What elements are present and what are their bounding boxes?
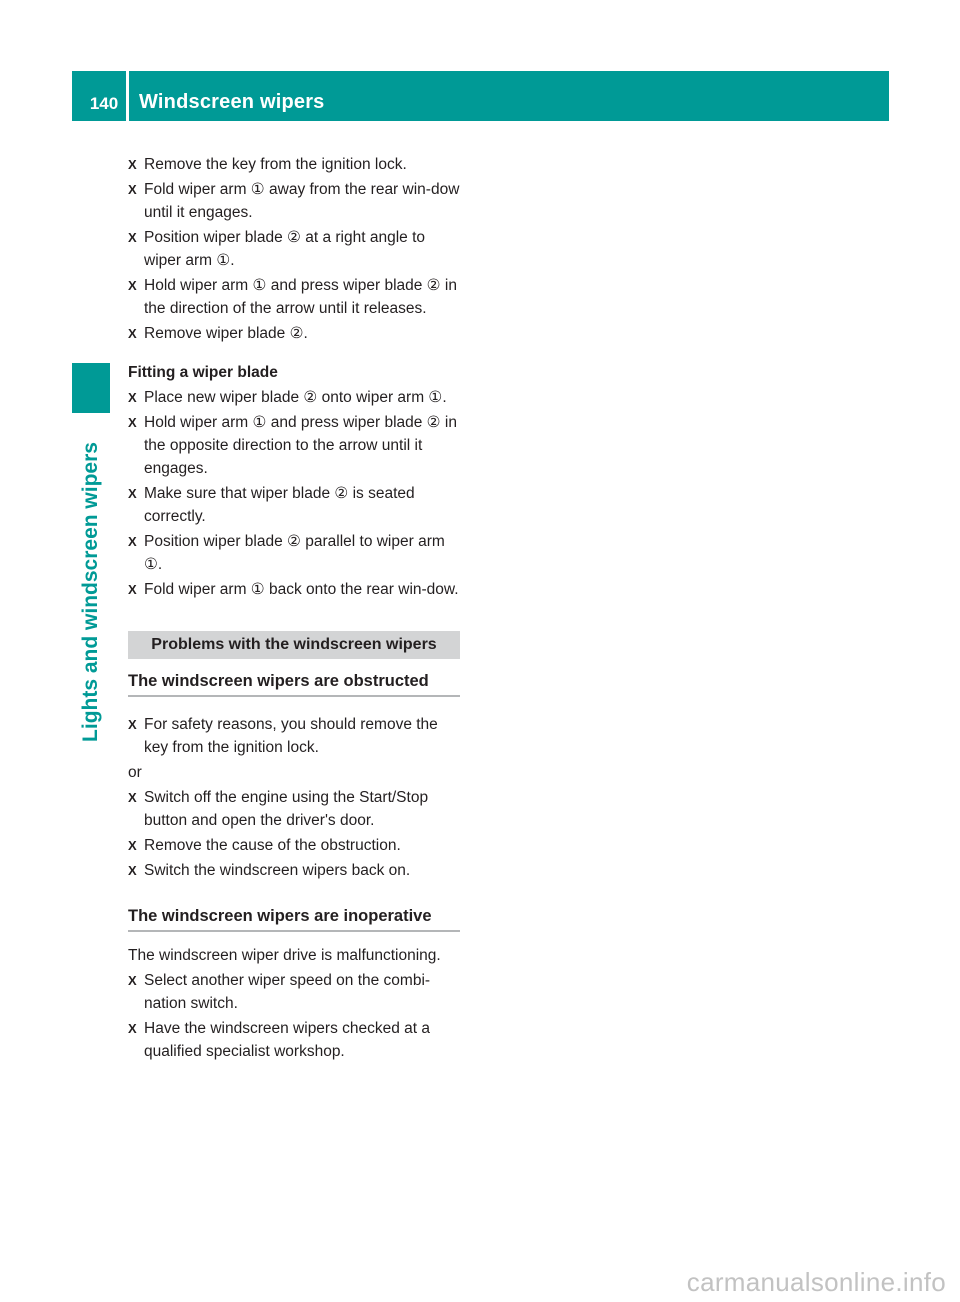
- instruction-step: [128, 859, 460, 882]
- step-text: Switch the windscreen wipers back on.: [144, 862, 411, 879]
- subsection-heading-obstructed: The windscreen wipers are obstructed: [128, 669, 460, 697]
- step-marker: X: [128, 1021, 137, 1036]
- step-marker: X: [128, 486, 137, 501]
- step-marker: X: [128, 157, 137, 172]
- step-text: Position wiper blade ② at a right angle to wiper arm ①.: [144, 229, 426, 269]
- step-text: Fold wiper arm ① back onto the rear win-dow.: [144, 581, 459, 598]
- step-text: Fold wiper arm ① away from the rear win-dow until it engages.: [144, 181, 460, 221]
- or-text: or: [128, 764, 142, 781]
- header-title: Windscreen wipers: [139, 91, 325, 113]
- instruction-step: [128, 1017, 460, 1063]
- step-text: Place new wiper blade ② onto wiper arm ①.: [144, 389, 447, 406]
- instruction-step: [128, 153, 460, 176]
- instruction-step: [128, 713, 460, 759]
- side-tab-marker: [72, 363, 110, 413]
- step-marker: X: [128, 973, 137, 988]
- step-marker: X: [128, 326, 137, 341]
- instruction-step: [128, 274, 460, 320]
- step-text: Make sure that wiper blade ② is seated correctly.: [144, 485, 415, 525]
- instruction-step: [128, 530, 460, 576]
- step-text: Have the windscreen wipers checked at a qualified specialist workshop.: [144, 1020, 431, 1060]
- main-content: [128, 153, 460, 1065]
- step-text: Remove the key from the ignition lock.: [144, 156, 407, 173]
- step-marker: X: [128, 534, 137, 549]
- instruction-step: [128, 386, 460, 409]
- page-number: 140: [89, 94, 119, 113]
- side-tab-text: Lights and windscreen wipers: [79, 442, 102, 742]
- step-text: Select another wiper speed on the combi-nation switch.: [144, 972, 431, 1012]
- step-text: Remove wiper blade ②.: [144, 325, 308, 342]
- fitting-heading: Fitting a wiper blade: [128, 364, 278, 381]
- subsection-heading-inoperative: The windscreen wipers are inoperative: [128, 904, 460, 932]
- step-marker: X: [128, 182, 137, 197]
- inoperative-description: The windscreen wiper drive is malfunctioning.: [128, 947, 441, 964]
- step-marker: X: [128, 390, 137, 405]
- step-text: Switch off the engine using the Start/Stop button and open the driver's door.: [144, 789, 429, 829]
- instruction-step: [128, 834, 460, 857]
- step-text: Hold wiper arm ① and press wiper blade ② in the opposite direction to the arrow until it engages.: [144, 414, 457, 477]
- step-text: For safety reasons, you should remove the key from the ignition lock.: [144, 716, 438, 756]
- step-marker: X: [128, 278, 137, 293]
- step-marker: X: [128, 415, 137, 430]
- step-marker: X: [128, 838, 137, 853]
- step-marker: X: [128, 582, 137, 597]
- step-text: Position wiper blade ② parallel to wiper arm ①.: [144, 533, 445, 573]
- instruction-step: [128, 322, 460, 345]
- instruction-step: [128, 578, 460, 601]
- step-text: Remove the cause of the obstruction.: [144, 837, 401, 854]
- instruction-step: [128, 969, 460, 1015]
- instruction-step: [128, 178, 460, 224]
- instruction-step: [128, 226, 460, 272]
- step-text: Hold wiper arm ① and press wiper blade ② in the direction of the arrow until it releases.: [144, 277, 457, 317]
- instruction-step: [128, 411, 460, 480]
- instruction-step: [128, 786, 460, 832]
- step-marker: X: [128, 863, 137, 878]
- step-marker: X: [128, 230, 137, 245]
- page-header: [72, 71, 889, 121]
- step-marker: X: [128, 790, 137, 805]
- section-heading: Problems with the windscreen wipers: [128, 631, 460, 659]
- header-divider: [126, 71, 129, 121]
- side-tab-label: [72, 418, 110, 766]
- instruction-step: [128, 482, 460, 528]
- watermark: carmanualsonline.info: [686, 1267, 946, 1297]
- step-marker: X: [128, 717, 137, 732]
